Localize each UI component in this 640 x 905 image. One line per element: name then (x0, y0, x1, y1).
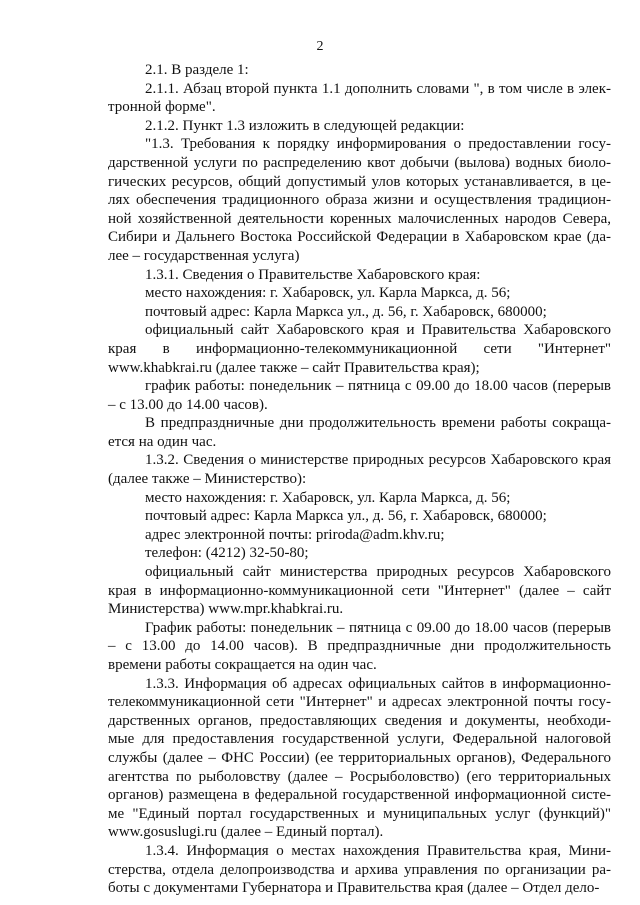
paragraph-1-3-4: 1.3.4. Информация о местах нахождения Правительства края, Мини-стерства, отдела делопроизводства и архива управления по организации ра-боты с документами Губернатора и Правительства края (далее – Отдел дело- (108, 842, 611, 897)
paragraph-location-government: место нахождения: г. Хабаровск, ул. Карла Маркса, д. 56; (145, 285, 511, 302)
page-number: 2 (316, 39, 324, 54)
paragraph-schedule-government: график работы: понедельник – пятница с 09.00 до 18.00 часов (перерыв – с 13.00 до 14.00 часов). (108, 378, 611, 413)
paragraph-website-ministry: официальный сайт министерства природных ресурсов Хабаровского края в информационно-коммуникационной сети "Интернет" (далее – сайт Министерства) www.mpr.khabkrai.ru. (108, 564, 611, 618)
paragraph-postal-ministry: почтовый адрес: Карла Маркса ул., д. 56, г. Хабаровск, 680000; (145, 508, 547, 525)
document-body (108, 61, 611, 898)
paragraph-1-3-2: 1.3.2. Сведения о министерстве природных ресурсов Хабаровского края (далее также – Министерство): (108, 452, 611, 488)
paragraph-1-3: "1.3. Требования к порядку информирования о предоставлении госу-дарственной услуги по распределению квот добычи (вылова) водных биоло-гических ресурсов, общий допустимый улов которых устанавливается, в це-лях обеспечения традиционного образа жизни и осуществления традицион-ной хозяйственной деятельности коренных малочисленных народов Севера, Сибири и Дальнего Востока Российской Федерации в Хабаровском крае (да-лее – государственная услуга) (108, 136, 611, 264)
paragraph-2-1-1: 2.1.1. Абзац второй пункта 1.1 дополнить словами ", в том числе в элек-тронной форме". (108, 80, 611, 116)
paragraph-2-1-2: 2.1.2. Пункт 1.3 изложить в следующей редакции: (145, 117, 465, 134)
paragraph-location-ministry: место нахождения: г. Хабаровск, ул. Карла Маркса, д. 56; (145, 489, 511, 506)
paragraph-1-3-1: 1.3.1. Сведения о Правительстве Хабаровского края: (145, 266, 481, 283)
paragraph-email-ministry: адрес электронной почты: priroda@adm.khv.ru; (145, 526, 445, 543)
paragraph-2-1: 2.1. В разделе 1: (145, 62, 249, 78)
paragraph-schedule-ministry: График работы: понедельник – пятница с 09.00 до 18.00 часов (перерыв – с 13.00 до 14.00 часов). В предпраздничные дни продолжительность времени работы сокращается на один час. (108, 619, 611, 673)
paragraph-1-3-3: 1.3.3. Информация об адресах официальных сайтов в информационно-телекоммуникационной сети "Интернет" и адресах электронной почты госу-дарственных органов, предоставляющих сведения и документы, необходи-мые для предоставления государственной услуги, Федеральной налоговой службы (далее – ФНС России) (ее территориальных органов), Федерального агентства по рыболовству (далее – Росрыболовство) (его территориальных органов) размещена в федеральной государственной информационной систе-ме "Единый портал государственных и муниципальных услуг (функций)" www.gosuslugi.ru (далее – Единый портал). (108, 675, 611, 841)
paragraph-preholiday-government: В предпраздничные дни продолжительность времени работы сокраща-ется на один час. (108, 415, 611, 450)
paragraph-phone-ministry: телефон: (4212) 32-50-80; (145, 545, 309, 562)
paragraph-website-government: официальный сайт Хабаровского края и Правительства Хабаровского края в информационно-телекоммуникационной сети "Интернет" www.khabkrai.ru (далее также – сайт Правительства края); (108, 322, 611, 376)
paragraph-postal-government: почтовый адрес: Карла Маркса ул., д. 56, г. Хабаровск, 680000; (145, 303, 547, 320)
